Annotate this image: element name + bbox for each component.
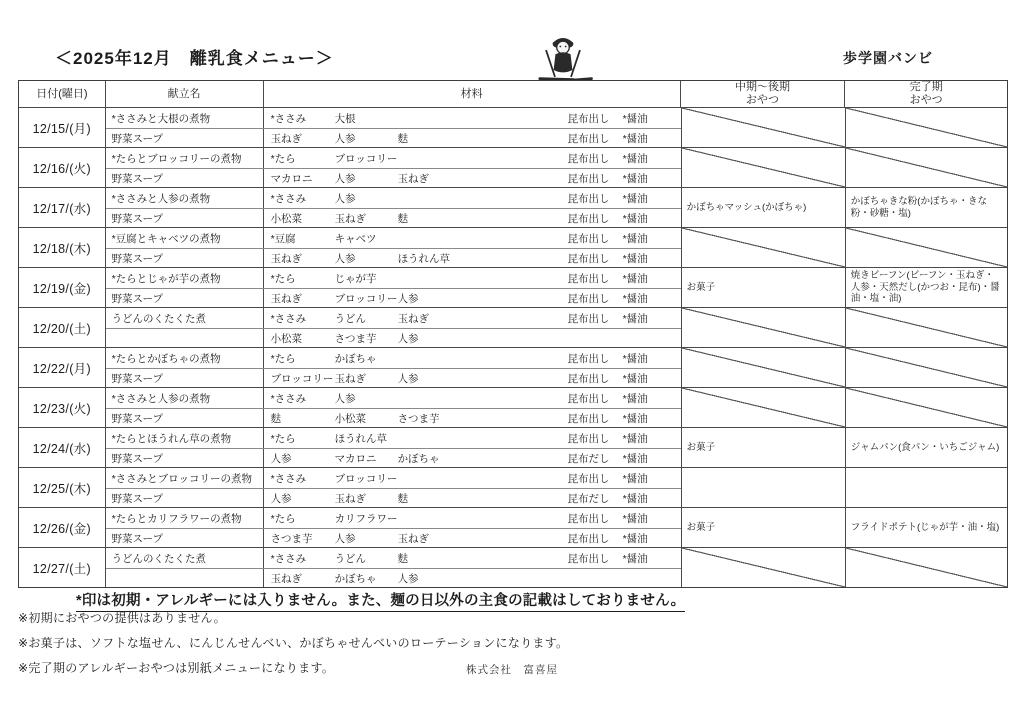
menu-line-1 [106, 148, 681, 168]
seasoning: *醤油 [622, 492, 648, 505]
dashi: 昆布出し [567, 172, 610, 185]
seasoning: *醤油 [622, 252, 648, 265]
dashi: 昆布出し [567, 372, 610, 385]
note-item: ※お菓子は、ソフトな塩せん、にんじんせんべい、かぼちゃせんべいのローテーションになります。 [18, 636, 569, 650]
ingredient: 玉ねぎ [334, 372, 367, 385]
ingredient: 人参 [397, 372, 419, 385]
seasoning: *醤油 [622, 232, 648, 245]
ingredient: *ささみ [270, 552, 307, 565]
ingredients [264, 428, 681, 448]
ingredient: 玉ねぎ [334, 212, 367, 225]
ingredient: うどん [334, 312, 367, 325]
menu-line-2 [106, 248, 681, 267]
seasoning: *醤油 [622, 552, 648, 565]
menu-line-2 [106, 168, 681, 187]
header-date [19, 81, 106, 107]
ingredients [264, 108, 681, 128]
ingredient: うどん [334, 552, 367, 565]
dish-name: 野菜スープ [106, 409, 264, 427]
dashi: 昆布出し [567, 552, 610, 565]
date-cell: 12/23/(火) [19, 388, 106, 427]
ingredients [264, 249, 681, 267]
ingredients [264, 289, 681, 307]
ingredient: マカロニ [270, 172, 313, 185]
note-highlight: *印は初期・アレルギーには入りません。また、麺の日以外の主食の記載はしておりません。 [76, 589, 685, 612]
ingredients [264, 388, 681, 408]
header-snack-mid-line2: おやつ [746, 94, 779, 106]
dish-name: 野菜スープ [106, 129, 264, 147]
ingredient: 小松菜 [270, 332, 303, 345]
dish-name [106, 329, 264, 347]
seasoning: *醤油 [622, 172, 648, 185]
snack-mid-cell [681, 148, 845, 187]
ingredient: 人参 [397, 572, 419, 585]
dashi: 昆布出し [567, 112, 610, 125]
note-item: ※完了期のアレルギーおやつは別紙メニューになります。 [18, 661, 335, 675]
ingredient: *ささみ [270, 472, 307, 485]
dish-name: *たらとブロッコリーの煮物 [106, 148, 264, 168]
skier-child-logo-icon [515, 34, 611, 84]
dish-name: うどんのくたくた煮 [106, 308, 264, 328]
ingredient: *たら [270, 272, 296, 285]
ingredients [264, 169, 681, 187]
header-menu-label: 献立名 [167, 87, 201, 100]
ingredient: 玉ねぎ [270, 572, 303, 585]
dashi: 昆布出し [567, 512, 610, 525]
snack-late-cell [845, 308, 1007, 347]
dish-name: *ささみとブロッコリーの煮物 [106, 468, 264, 488]
date-cell: 12/17/(水) [19, 188, 106, 227]
ingredient: かぼちゃ [397, 452, 440, 465]
dish-name: 野菜スープ [106, 289, 264, 307]
ingredient: 麩 [397, 212, 409, 225]
dish-name: *ささみと人参の煮物 [106, 188, 264, 208]
seasoning: *醤油 [622, 292, 648, 305]
header-snack-late-line2: おやつ [909, 94, 943, 106]
seasoning: *醤油 [622, 512, 648, 525]
ingredient: 玉ねぎ [397, 532, 430, 545]
menu-row [19, 307, 1007, 347]
header-materials-label: 材料 [460, 87, 483, 100]
ingredient: マカロニ [334, 452, 377, 465]
ingredient: *ささみ [270, 312, 307, 325]
menu-line-1 [106, 348, 681, 368]
ingredient: 麩 [270, 412, 282, 425]
ingredient: ブロッコリー [270, 372, 334, 385]
snack-late-cell [845, 508, 1007, 547]
ingredient: 麩 [397, 552, 409, 565]
snack-mid-cell [681, 348, 845, 387]
menu-and-materials [106, 428, 681, 467]
seasoning: *醤油 [622, 192, 648, 205]
ingredient: さつま芋 [334, 332, 377, 345]
ingredient: 玉ねぎ [270, 292, 303, 305]
header-materials [264, 81, 680, 107]
ingredients [264, 188, 681, 208]
seasoning: *醤油 [622, 412, 648, 425]
dish-name: 野菜スープ [106, 209, 264, 227]
dish-name: 野菜スープ [106, 249, 264, 267]
ingredient: 人参 [334, 172, 356, 185]
seasoning: *醤油 [622, 532, 648, 545]
ingredient: キャベツ [334, 232, 377, 245]
school-name: 歩学園バンビ [843, 50, 933, 66]
ingredient: 玉ねぎ [397, 172, 430, 185]
menu-line-2 [106, 568, 681, 587]
seasoning: *醤油 [622, 132, 648, 145]
ingredient: かぼちゃ [334, 352, 377, 365]
ingredient: *たら [270, 152, 296, 165]
dish-name: *たらとほうれん草の煮物 [106, 428, 264, 448]
menu-row [19, 147, 1007, 187]
dish-name: 野菜スープ [106, 529, 264, 547]
menu-row [19, 547, 1007, 587]
ingredients [264, 508, 681, 528]
ingredients [264, 129, 681, 147]
ingredient: 人参 [334, 132, 356, 145]
header-date-label: 日付(曜日) [36, 87, 88, 100]
header-snack-mid-line1: 中期～後期 [735, 81, 790, 94]
ingredients [264, 209, 681, 227]
ingredient: *たら [270, 432, 296, 445]
snack-late-cell [845, 548, 1007, 587]
snack-mid-cell [681, 388, 845, 427]
menu-row [19, 427, 1007, 467]
ingredient: 麩 [397, 132, 409, 145]
dish-name: *たらとかぼちゃの煮物 [106, 348, 264, 368]
ingredient: 小松菜 [270, 212, 303, 225]
menu-table [18, 80, 1008, 588]
seasoning: *醤油 [622, 452, 648, 465]
snack-late-cell [845, 188, 1007, 227]
menu-line-1 [106, 268, 681, 288]
snack-late-cell [845, 388, 1007, 427]
date-cell: 12/24/(水) [19, 428, 106, 467]
snack-mid-cell [681, 308, 845, 347]
menu-line-2 [106, 408, 681, 427]
menu-line-1 [106, 508, 681, 528]
ingredients [264, 489, 681, 507]
menu-and-materials [106, 308, 681, 347]
menu-and-materials [106, 468, 681, 507]
seasoning: *醤油 [622, 392, 648, 405]
dashi: 昆布出し [567, 352, 610, 365]
dashi: 昆布出し [567, 412, 610, 425]
snack-mid-cell [681, 228, 845, 267]
ingredient: じゃが芋 [334, 272, 377, 285]
dashi: 昆布出し [567, 192, 610, 205]
ingredient: ブロッコリー [334, 472, 398, 485]
ingredient: 玉ねぎ [334, 492, 367, 505]
seasoning: *醤油 [622, 152, 648, 165]
dish-name: 野菜スープ [106, 489, 264, 507]
snack-mid-cell [681, 108, 845, 147]
snack-mid-cell [681, 468, 845, 507]
ingredient: 人参 [334, 192, 356, 205]
menu-line-2 [106, 368, 681, 387]
menu-and-materials [106, 508, 681, 547]
table-body [19, 107, 1007, 587]
snack-late-cell [845, 148, 1007, 187]
snack-late-cell [845, 428, 1007, 467]
ingredient: さつま芋 [270, 532, 313, 545]
snack-mid-cell [681, 508, 845, 547]
ingredient: カリフラワー [334, 512, 398, 525]
table-header-row [19, 81, 1007, 107]
dashi: 昆布だし [567, 452, 610, 465]
snack-late-cell [845, 268, 1007, 307]
ingredient: 玉ねぎ [270, 132, 303, 145]
dish-name: *たらとじゃが芋の煮物 [106, 268, 264, 288]
seasoning: *醤油 [622, 372, 648, 385]
snack-mid-cell [681, 428, 845, 467]
dashi: 昆布出し [567, 392, 610, 405]
snack-late-cell [845, 108, 1007, 147]
menu-line-2 [106, 128, 681, 147]
menu-and-materials [106, 268, 681, 307]
dashi: 昆布出し [567, 312, 610, 325]
snack-mid-cell [681, 188, 845, 227]
ingredient: 人参 [270, 492, 292, 505]
snack-mid-cell [681, 548, 845, 587]
dashi: 昆布出し [567, 532, 610, 545]
page-title: ＜2025年12月 離乳食メニュー＞ [55, 49, 334, 68]
menu-line-1 [106, 428, 681, 448]
seasoning: *醤油 [622, 112, 648, 125]
dish-name: *たらとカリフラワーの煮物 [106, 508, 264, 528]
dish-name: *豆腐とキャベツの煮物 [106, 228, 264, 248]
ingredients [264, 268, 681, 288]
menu-line-1 [106, 468, 681, 488]
dashi: 昆布出し [567, 152, 610, 165]
ingredient: 人参 [334, 532, 356, 545]
dashi: 昆布出し [567, 132, 610, 145]
ingredient: *たら [270, 512, 296, 525]
ingredients [264, 228, 681, 248]
ingredient: ほうれん草 [334, 432, 388, 445]
snack-text: かぼちゃきな粉(かぼちゃ・きな粉・砂糖・塩) [850, 195, 987, 219]
snack-text: フライドポテト(じゃが芋・油・塩) [850, 521, 1000, 533]
menu-line-1 [106, 548, 681, 568]
date-cell: 12/27/(土) [19, 548, 106, 587]
menu-and-materials [106, 388, 681, 427]
seasoning: *醤油 [622, 272, 648, 285]
dashi: 昆布出し [567, 212, 610, 225]
menu-line-1 [106, 108, 681, 128]
menu-and-materials [106, 148, 681, 187]
ingredient: *ささみ [270, 192, 307, 205]
ingredients [264, 569, 681, 587]
menu-line-2 [106, 528, 681, 547]
ingredient: 小松菜 [334, 412, 367, 425]
ingredient: *たら [270, 352, 296, 365]
ingredient: *ささみ [270, 392, 307, 405]
snack-late-cell [845, 228, 1007, 267]
ingredient: 人参 [397, 292, 419, 305]
menu-row [19, 227, 1007, 267]
menu-row [19, 467, 1007, 507]
company-footer: 株式会社 富喜屋 [466, 664, 558, 676]
ingredient: 麩 [397, 492, 409, 505]
ingredient: さつま芋 [397, 412, 440, 425]
date-cell: 12/20/(土) [19, 308, 106, 347]
ingredient: 玉ねぎ [270, 252, 303, 265]
seasoning: *醤油 [622, 432, 648, 445]
dish-name [106, 569, 264, 587]
seasoning: *醤油 [622, 212, 648, 225]
dashi: 昆布だし [567, 492, 610, 505]
menu-row [19, 187, 1007, 227]
dashi: 昆布出し [567, 472, 610, 485]
snack-text: お菓子 [686, 281, 716, 293]
ingredients [264, 148, 681, 168]
menu-and-materials [106, 188, 681, 227]
seasoning: *醤油 [622, 312, 648, 325]
dashi: 昆布出し [567, 232, 610, 245]
dish-name: *ささみと大根の煮物 [106, 108, 264, 128]
ingredients [264, 409, 681, 427]
ingredient: ブロッコリー [334, 292, 398, 305]
menu-line-2 [106, 288, 681, 307]
menu-line-1 [106, 308, 681, 328]
ingredients [264, 449, 681, 467]
ingredient: *ささみ [270, 112, 307, 125]
menu-line-2 [106, 208, 681, 227]
menu-row [19, 267, 1007, 307]
date-cell: 12/22/(月) [19, 348, 106, 387]
snack-mid-cell [681, 268, 845, 307]
dish-name: 野菜スープ [106, 449, 264, 467]
seasoning: *醤油 [622, 472, 648, 485]
ingredient: ブロッコリー [334, 152, 398, 165]
date-cell: 12/18/(木) [19, 228, 106, 267]
ingredient: ほうれん草 [397, 252, 451, 265]
snack-text: お菓子 [686, 441, 716, 453]
dish-name: *ささみと人参の煮物 [106, 388, 264, 408]
ingredient: 玉ねぎ [397, 312, 430, 325]
ingredients [264, 529, 681, 547]
header-snack-late [844, 81, 1007, 107]
dish-name: 野菜スープ [106, 169, 264, 187]
menu-row [19, 387, 1007, 427]
ingredient: 人参 [334, 252, 356, 265]
ingredient: 人参 [270, 452, 292, 465]
header-snack-mid [680, 81, 845, 107]
ingredient: 人参 [397, 332, 419, 345]
menu-line-2 [106, 488, 681, 507]
menu-row [19, 347, 1007, 387]
menu-and-materials [106, 348, 681, 387]
ingredient: *豆腐 [270, 232, 296, 245]
menu-line-1 [106, 188, 681, 208]
menu-row [19, 507, 1007, 547]
menu-line-1 [106, 228, 681, 248]
dashi: 昆布出し [567, 272, 610, 285]
ingredients [264, 348, 681, 368]
ingredient: 人参 [334, 392, 356, 405]
note-item: ※初期におやつの提供はありません。 [18, 611, 226, 625]
dish-name: 野菜スープ [106, 369, 264, 387]
header-snack-late-line1: 完了期 [909, 81, 943, 94]
dish-name: うどんのくたくた煮 [106, 548, 264, 568]
ingredient: かぼちゃ [334, 572, 377, 585]
ingredients [264, 329, 681, 347]
menu-and-materials [106, 108, 681, 147]
menu-and-materials [106, 548, 681, 587]
ingredients [264, 548, 681, 568]
menu-line-2 [106, 448, 681, 467]
date-cell: 12/26/(金) [19, 508, 106, 547]
snack-late-cell [845, 468, 1007, 507]
ingredients [264, 369, 681, 387]
ingredients [264, 468, 681, 488]
menu-line-1 [106, 388, 681, 408]
date-cell: 12/19/(金) [19, 268, 106, 307]
header-menu [106, 81, 264, 107]
snack-text: 焼きビーフン(ビーフン・玉ねぎ・人参・天然だし(かつお・昆布)・醤油・塩・油) [850, 269, 1000, 305]
ingredient: 大根 [334, 112, 356, 125]
date-cell: 12/25/(木) [19, 468, 106, 507]
snack-text: ジャムパン(食パン・いちごジャム) [850, 441, 1000, 453]
dashi: 昆布出し [567, 432, 610, 445]
dashi: 昆布出し [567, 292, 610, 305]
dashi: 昆布出し [567, 252, 610, 265]
menu-line-2 [106, 328, 681, 347]
date-cell: 12/16/(火) [19, 148, 106, 187]
menu-and-materials [106, 228, 681, 267]
snack-late-cell [845, 348, 1007, 387]
menu-row [19, 107, 1007, 147]
snack-text: お菓子 [686, 521, 716, 533]
seasoning: *醤油 [622, 352, 648, 365]
date-cell: 12/15/(月) [19, 108, 106, 147]
snack-text: かぼちゃマッシュ(かぼちゃ) [686, 201, 807, 213]
ingredients [264, 308, 681, 328]
